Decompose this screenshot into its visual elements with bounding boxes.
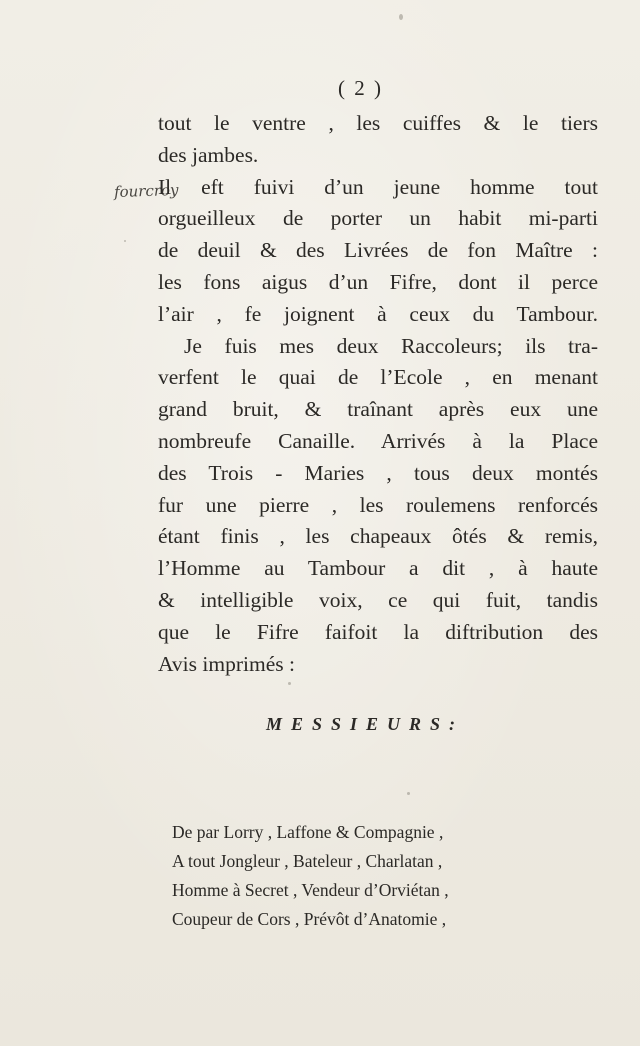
paper-speck xyxy=(124,240,126,242)
notice-line: Coupeur de Cors , Prévôt d’Anatomie , xyxy=(172,909,447,929)
notice-line: Homme à Secret , Vendeur d’Orviétan , xyxy=(172,880,449,900)
text-line: orgueilleux de porter un habit mi-parti xyxy=(158,206,598,231)
page-number: ( 2 ) xyxy=(338,76,383,100)
text-line: que le Fifre faifoit la diftribution des xyxy=(158,619,598,644)
text-line: & intelligible voix, ce qui fuit, tandis xyxy=(158,587,598,612)
text-line: des jambes. xyxy=(158,142,259,167)
text-line: fur une pierre , les roulemens renforcés xyxy=(158,492,598,517)
paper-speck xyxy=(399,14,403,20)
text-line: nombreufe Canaille. Arrivés à la Place xyxy=(158,428,598,453)
text-line: Il eft fuivi d’un jeune homme tout xyxy=(158,174,598,199)
text-line: de deuil & des Livrées de fon Maître : xyxy=(158,238,598,263)
text-line: l’Homme au Tambour a dit , à haute xyxy=(158,556,598,581)
text-line: grand bruit, & traînant après eux une xyxy=(158,397,598,422)
text-line: tout le ventre , les cuiffes & le tiers xyxy=(158,111,598,135)
text-line: des Trois - Maries , tous deux montés xyxy=(158,460,598,485)
handwritten-margin-note: fourcroy xyxy=(113,180,179,202)
text-line: Avis imprimés : xyxy=(158,651,295,676)
notice-line: De par Lorry , Laffone & Compagnie , xyxy=(172,822,444,842)
notice-text xyxy=(172,818,592,934)
text-line: l’air , fe joignent à ceux du Tambour. xyxy=(158,301,598,326)
text-line: étant finis , les chapeaux ôtés & remis, xyxy=(158,524,598,549)
paper-speck xyxy=(407,792,410,795)
text-line: Je fuis mes deux Raccoleurs; ils tra- xyxy=(184,333,598,358)
text-line: les fons aigus d’un Fifre, dont il perce xyxy=(158,269,598,294)
paper-speck xyxy=(288,682,291,685)
text-line: verfent le quai de l’Ecole , en menant xyxy=(158,365,598,390)
body-text xyxy=(158,108,598,680)
section-heading: MESSIEURS: xyxy=(266,714,465,734)
notice-line: A tout Jongleur , Bateleur , Charlatan , xyxy=(172,851,443,871)
